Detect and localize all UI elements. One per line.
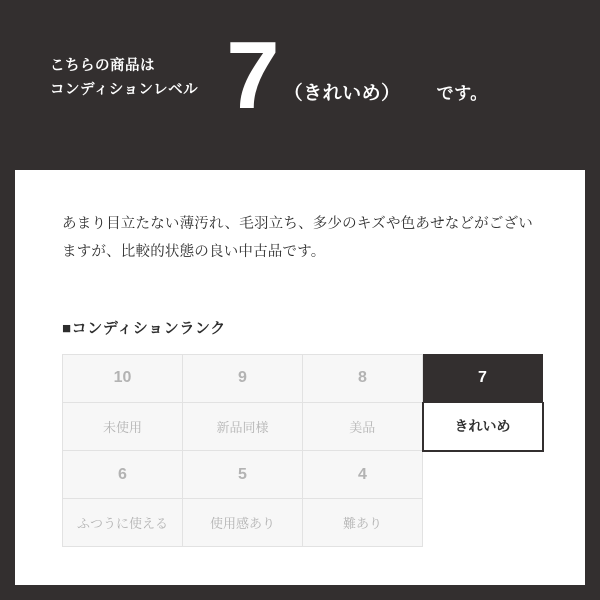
rank-label-cell: 新品同様 [183, 402, 303, 451]
header-banner [0, 0, 600, 157]
condition-rank-table [62, 354, 544, 548]
rank-number-cell: 4 [303, 451, 423, 499]
table-row [63, 402, 543, 451]
header-content [0, 21, 600, 129]
header-lead-text [50, 55, 198, 103]
condition-level-number: 7 [226, 21, 278, 129]
rank-number-cell: 10 [63, 354, 183, 402]
table-row [63, 451, 543, 499]
header-suffix-text: です。 [436, 84, 488, 103]
header-lead-line2: コンディションレベル [50, 81, 199, 98]
header-lead-line1: こちらの商品は [50, 57, 155, 74]
section-title-condition-rank: ■コンディションランク [62, 319, 226, 337]
rank-number-cell: 6 [63, 451, 183, 499]
rank-label-cell: ふつうに使える [63, 499, 183, 547]
rank-empty-cell [423, 451, 543, 499]
body-card [15, 170, 585, 585]
rank-label-cell: 美品 [303, 402, 423, 451]
rank-label-cell: 未使用 [63, 402, 183, 451]
rank-label-cell-active: きれいめ [423, 402, 543, 451]
table-row [63, 354, 543, 402]
rank-number-cell: 8 [303, 354, 423, 402]
rank-label-cell: 難あり [303, 499, 423, 547]
table-row [63, 499, 543, 547]
rank-number-cell: 5 [183, 451, 303, 499]
rank-number-cell-active: 7 [423, 354, 543, 402]
condition-description: あまり目立たない薄汚れ、毛羽立ち、多少のキズや色あせなどがございますが、比較的状態の良い中古品です。 [62, 216, 533, 261]
rank-number-cell: 9 [183, 354, 303, 402]
rank-label-cell: 使用感あり [183, 499, 303, 547]
condition-level-name: （きれいめ） [283, 83, 401, 104]
rank-empty-cell [423, 499, 543, 547]
